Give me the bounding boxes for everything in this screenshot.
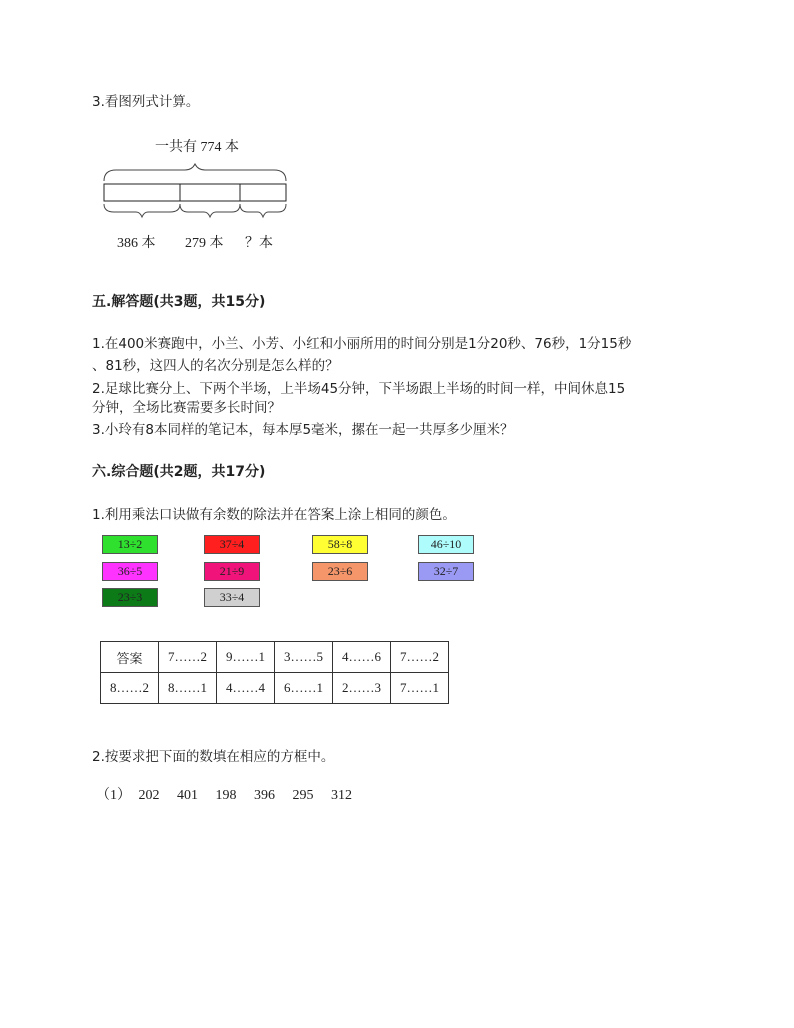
- answer-cell[interactable]: 7……1: [391, 673, 449, 704]
- bottom-brace-1: [104, 204, 180, 217]
- answer-cell[interactable]: 3……5: [275, 642, 333, 673]
- division-card: 23÷6: [312, 562, 368, 581]
- division-card: 23÷3: [102, 588, 158, 607]
- answer-cell[interactable]: 6……1: [275, 673, 333, 704]
- number-list: [96, 786, 366, 806]
- division-card: 32÷7: [418, 562, 474, 581]
- table-row: [101, 673, 449, 704]
- s5-question-2-line-1: 2.足球比赛分上、下两个半场，上半场45分钟，下半场跟上半场的时间一样，中间休息15: [92, 381, 626, 397]
- segment-1-label: 386 本: [117, 236, 156, 251]
- number-item: 202: [138, 788, 160, 803]
- table-header-cell: 答案: [101, 642, 159, 673]
- table-row: [101, 642, 449, 673]
- division-card: 37÷4: [204, 535, 260, 554]
- top-brace: [104, 164, 286, 181]
- division-card: 33÷4: [204, 588, 260, 607]
- segment-3-label: ？本: [245, 236, 273, 251]
- number-item: 396: [254, 788, 275, 803]
- number-item: 295: [292, 788, 314, 803]
- total-label: 一共有 774 本: [155, 140, 239, 155]
- s5-question-1-line-1: 1.在400米赛跑中，小兰、小芳、小红和小丽所用的时间分别是1分20秒、76秒，1分15秒: [92, 336, 632, 352]
- answer-cell[interactable]: 8……1: [159, 673, 217, 704]
- bar-rectangle: [104, 184, 286, 201]
- answer-cell[interactable]: 7……2: [391, 642, 449, 673]
- s5-question-3: 3.小玲有8本同样的笔记本，每本厚5毫米，摞在一起一共厚多少厘米？: [92, 422, 514, 438]
- number-item: 401: [177, 788, 198, 803]
- division-card: 46÷10: [418, 535, 474, 554]
- division-card: 58÷8: [312, 535, 368, 554]
- division-card: 36÷5: [102, 562, 158, 581]
- number-item: 312: [331, 788, 352, 803]
- question-3-prompt: 3.看图列式计算。: [92, 94, 200, 110]
- bottom-brace-2: [180, 204, 240, 217]
- number-item: 198: [215, 788, 237, 803]
- s6-question-1: 1.利用乘法口诀做有余数的除法并在答案上涂上相同的颜色。: [92, 507, 456, 523]
- section-5-title: 五.解答题(共3题，共15分): [92, 294, 266, 310]
- answer-table: [100, 641, 449, 704]
- answer-cell[interactable]: 2……3: [333, 673, 391, 704]
- bar-diagram: [100, 128, 290, 253]
- segment-2-label: 279 本: [185, 236, 224, 251]
- answer-cell[interactable]: 8……2: [101, 673, 159, 704]
- answer-cell[interactable]: 9……1: [217, 642, 275, 673]
- division-card: 21÷9: [204, 562, 260, 581]
- answer-cell[interactable]: 4……4: [217, 673, 275, 704]
- sub-question-label: （1）: [96, 788, 131, 803]
- section-6-title: 六.综合题(共2题，共17分): [92, 464, 266, 480]
- answer-cell[interactable]: 4……6: [333, 642, 391, 673]
- s5-question-1-line-2: 、81秒，这四人的名次分别是怎么样的？: [92, 358, 339, 374]
- answer-cell[interactable]: 7……2: [159, 642, 217, 673]
- s5-question-2-line-2: 分钟，全场比赛需要多长时间？: [92, 400, 281, 416]
- division-card: 13÷2: [102, 535, 158, 554]
- s6-question-2: 2.按要求把下面的数填在相应的方框中。: [92, 749, 335, 765]
- bottom-brace-3: [240, 204, 286, 217]
